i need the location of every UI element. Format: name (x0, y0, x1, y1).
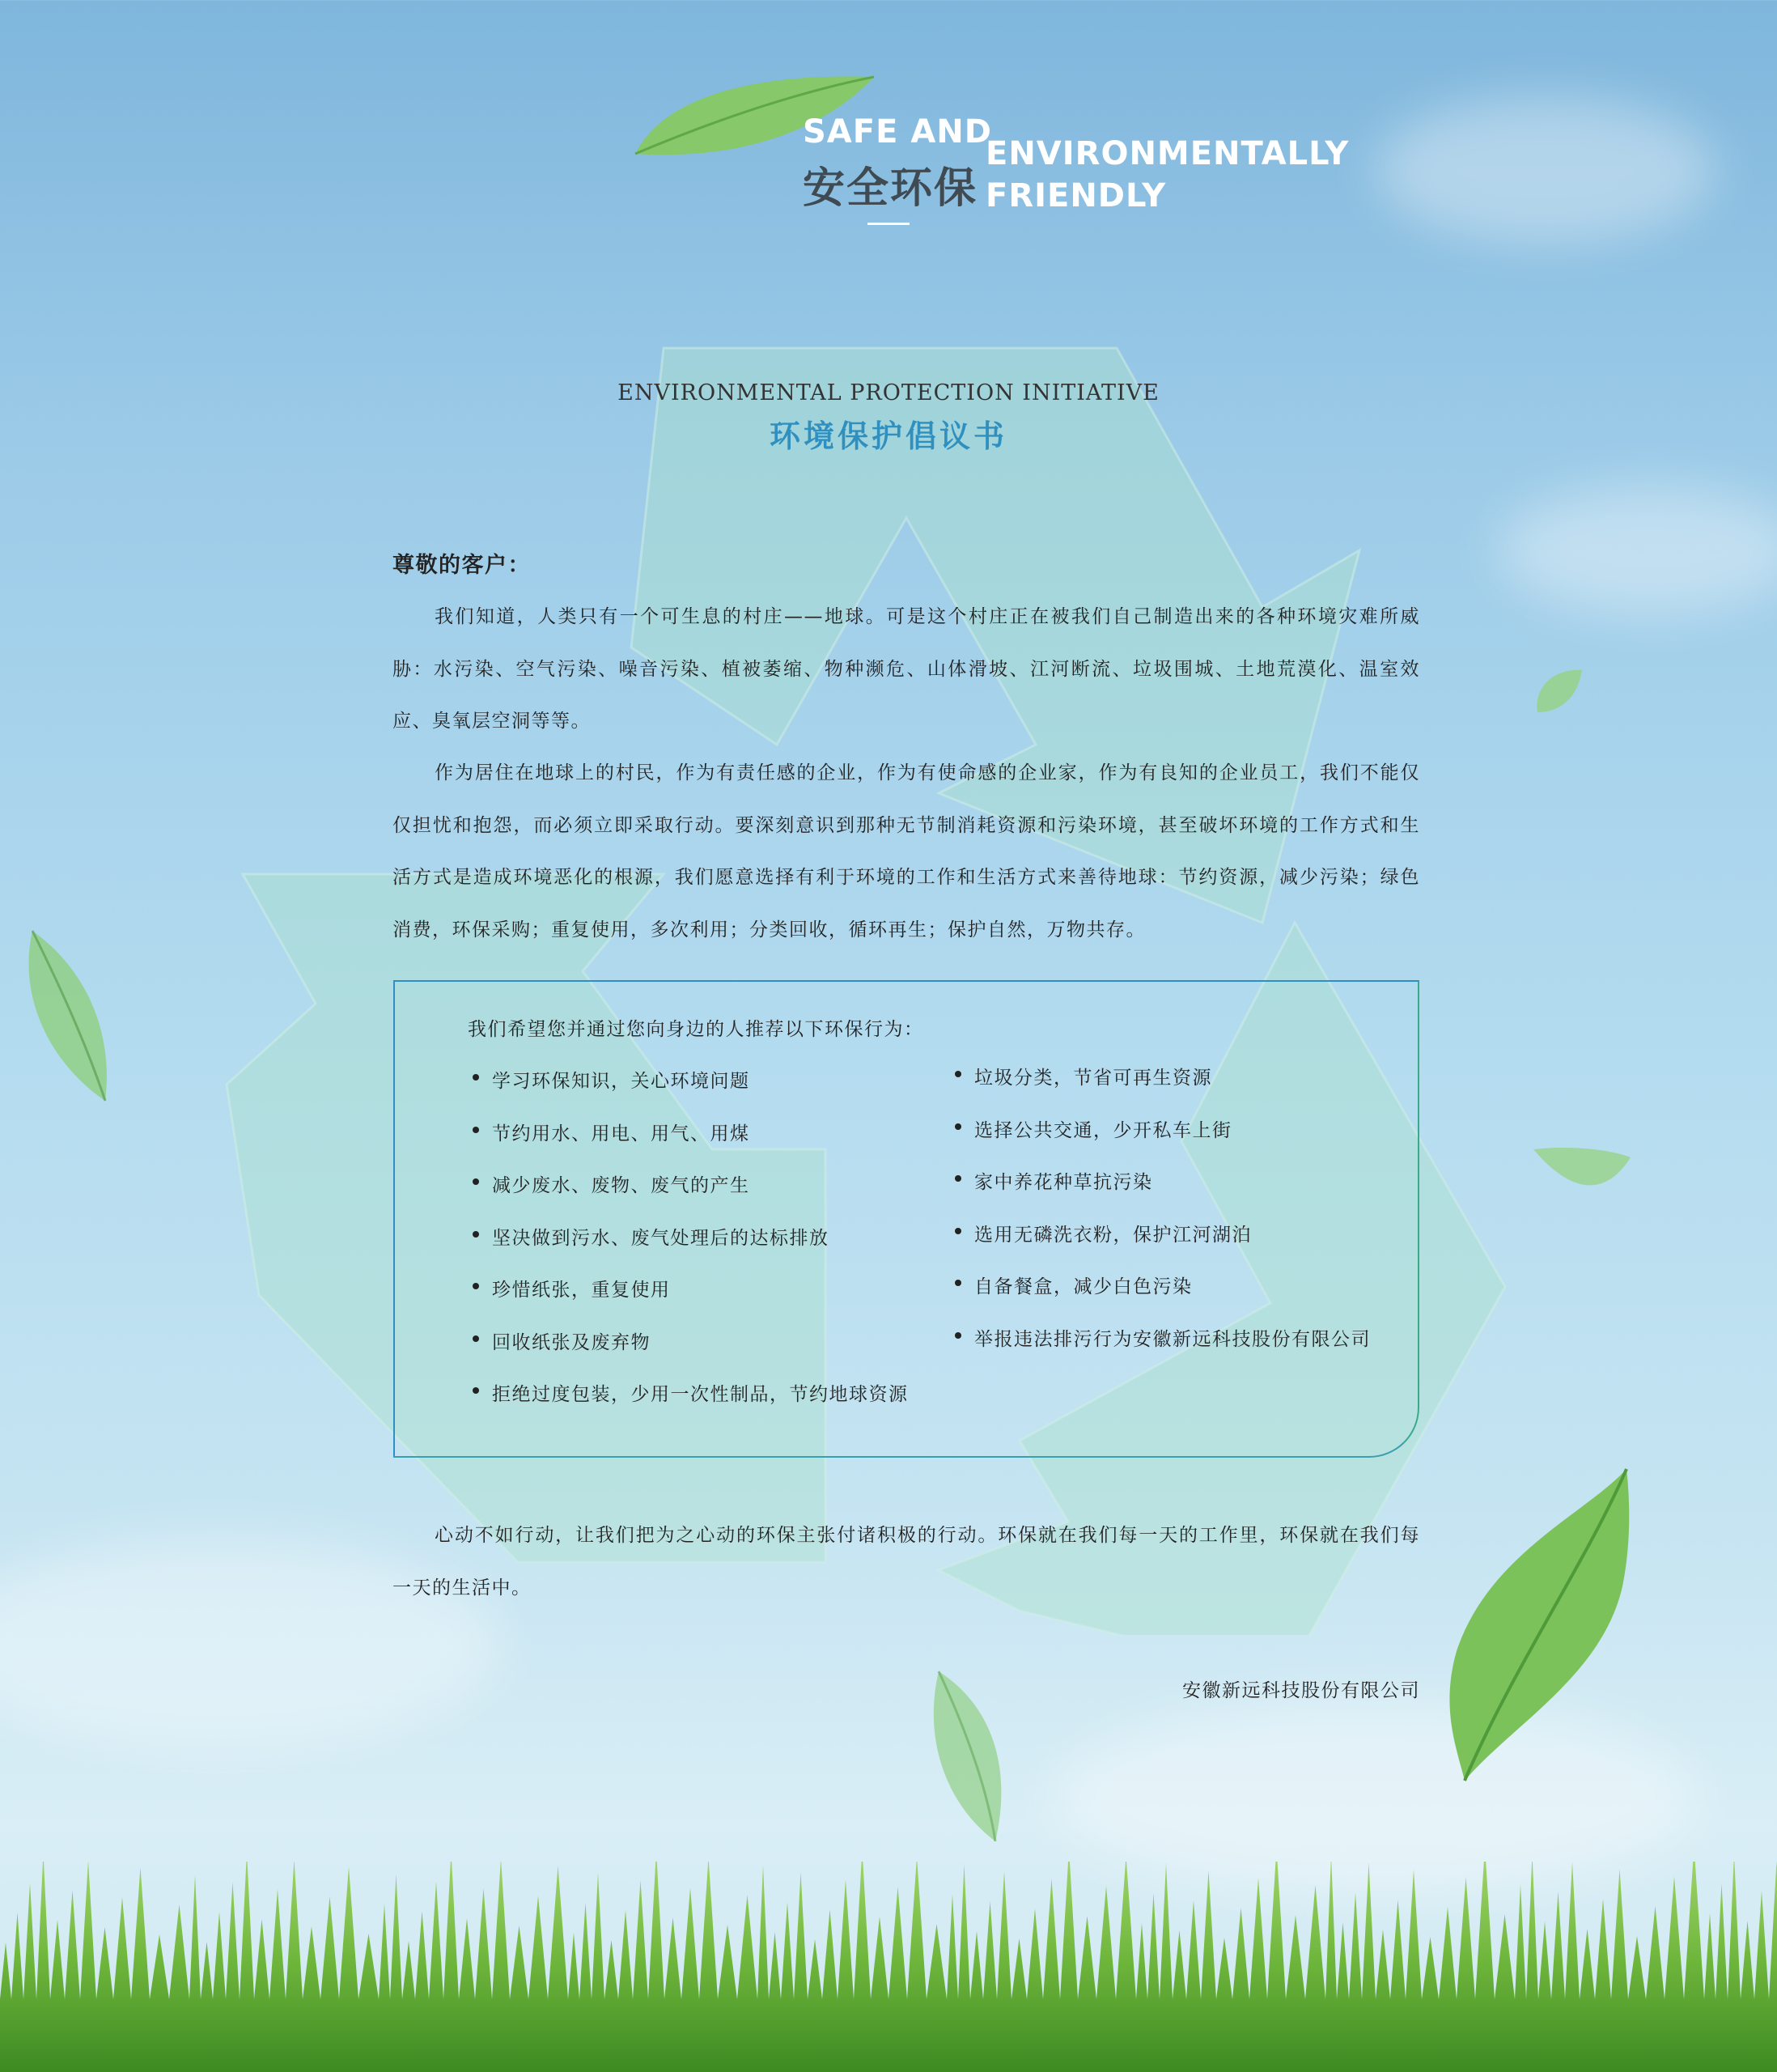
bullet-icon (473, 1387, 479, 1394)
list-item (473, 1170, 909, 1223)
list-item (473, 1119, 909, 1171)
header-divider (867, 223, 910, 225)
header-logo (631, 73, 1359, 235)
list-item (955, 1063, 1371, 1115)
list-item-text: 坚决做到污水、废气处理后的达标排放 (492, 1227, 829, 1249)
list-item (473, 1223, 909, 1276)
paragraph-1: 我们知道，人类只有一个可生息的村庄——地球。可是这个村庄正在被我们自己制造出来的各种环境灾难所威胁：水污染、空气污染、噪音污染、植被萎缩、物种濒危、山体滑坡、江河断流、垃圾围城、土地荒漠化、温室效应、臭氧层空洞等等。 (392, 606, 1420, 732)
box-intro: 我们希望您并通过您向身边的人推荐以下环保行为： (468, 1019, 924, 1040)
header-en-line2: ENVIRONMENTALLY FRIENDLY (986, 135, 1350, 214)
list-item (473, 1379, 909, 1432)
list-item (955, 1324, 1371, 1377)
bullet-icon (955, 1071, 961, 1077)
greeting: 尊敬的客户： (392, 553, 531, 578)
cloud (1376, 97, 1716, 243)
list-item-text: 回收纸张及废弃物 (492, 1331, 651, 1353)
bullet-icon (955, 1332, 961, 1339)
leaf-icon (1440, 1465, 1635, 1789)
leaf-icon (1529, 1141, 1635, 1206)
list-item-text: 自备餐盒，减少白色污染 (974, 1276, 1193, 1297)
list-item (473, 1275, 909, 1327)
list-item-text: 选择公共交通，少开私车上街 (974, 1119, 1232, 1141)
leaf-icon (16, 923, 113, 1117)
leaf-icon (922, 1667, 1011, 1845)
list-item-text: 减少废水、废物、废气的产生 (492, 1175, 750, 1196)
paragraph-3: 心动不如行动，让我们把为之心动的环保主张付诸积极的行动。环保就在我们每一天的工作里，环保就在我们每一天的生活中。 (392, 1525, 1420, 1599)
list-item (473, 1327, 909, 1380)
bullet-icon (473, 1074, 479, 1081)
bullet-icon (473, 1178, 479, 1185)
leaf-icon (1529, 664, 1586, 720)
bullet-icon (473, 1335, 479, 1342)
bullet-icon (473, 1283, 479, 1289)
signature: 安徽新远科技股份有限公司 (1182, 1680, 1420, 1701)
bullet-icon (955, 1228, 961, 1234)
recommendation-list-right (955, 1063, 1371, 1376)
bullet-icon (955, 1123, 961, 1130)
recommendation-box (393, 980, 1419, 1458)
list-item-text: 家中养花种草抗污染 (974, 1172, 1153, 1193)
grass-border (0, 1862, 1777, 2072)
cloud (1497, 486, 1777, 615)
header-en-line1: SAFE AND (803, 113, 992, 151)
list-item-text: 举报违法排污行为安徽新远科技股份有限公司 (974, 1328, 1371, 1350)
list-item-text: 垃圾分类，节省可再生资源 (974, 1068, 1212, 1089)
bullet-icon (955, 1175, 961, 1182)
list-item-text: 拒绝过度包装，少用一次性制品，节约地球资源 (492, 1384, 909, 1405)
list-item (473, 1066, 909, 1119)
list-item-text: 节约用水、用电、用气、用煤 (492, 1123, 750, 1144)
list-item (955, 1167, 1371, 1220)
document-title-cn: 环境保护倡议书 (769, 418, 1007, 454)
recommendation-list-left (473, 1066, 909, 1432)
header-cn-title: 安全环保 (803, 164, 978, 213)
list-item (955, 1272, 1371, 1324)
list-item-text: 珍惜纸张，重复使用 (492, 1280, 671, 1301)
bullet-icon (955, 1280, 961, 1286)
paragraph-2: 作为居住在地球上的村民，作为有责任感的企业，作为有使命感的企业家，作为有良知的企业员工，我们不能仅仅担忧和抱怨，而必须立即采取行动。要深刻意识到那种无节制消耗资源和污染环境，甚至破坏环境的工作方式和生活方式是造成环境恶化的根源，我们愿意选择有利于环境的工作和生活方式来善待地球：节约资源，减少污染；绿色消费，环保采购；重复使用，多次利用；分类回收，循环再生；保护自然，万物共存。 (392, 762, 1420, 940)
list-item (955, 1220, 1371, 1272)
bullet-icon (473, 1127, 479, 1133)
document-title-en: ENVIRONMENTAL PROTECTION INITIATIVE (617, 380, 1160, 405)
list-item-text: 学习环保知识，关心环境问题 (492, 1071, 750, 1092)
list-item (955, 1115, 1371, 1168)
list-item-text: 选用无磷洗衣粉，保护江河湖泊 (974, 1224, 1252, 1246)
bullet-icon (473, 1231, 479, 1238)
